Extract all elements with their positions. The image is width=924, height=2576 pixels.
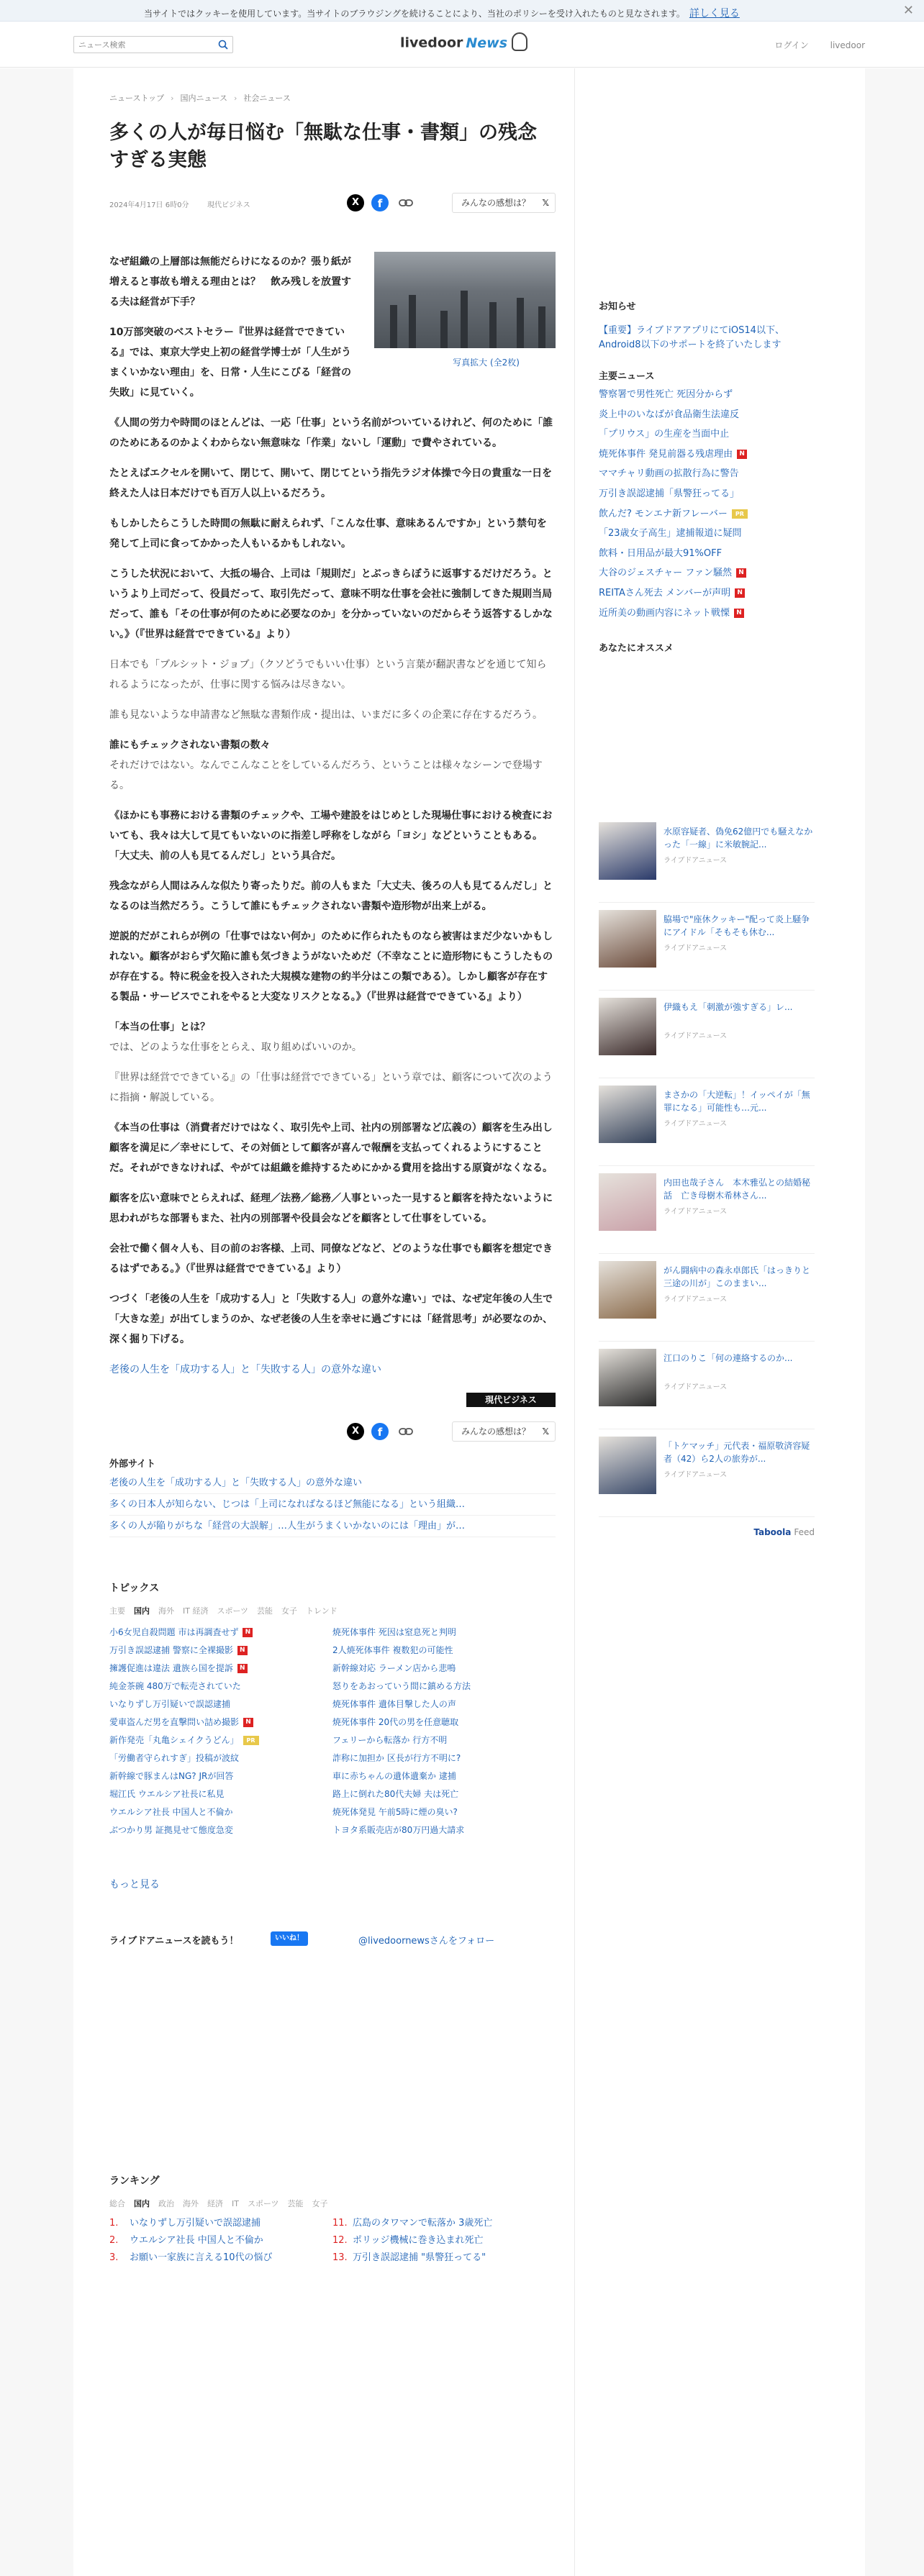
photo-figure — [517, 298, 524, 348]
main-news-label: 万引き誤認逮捕「県警狂ってる」 — [599, 488, 740, 499]
topic-item-label: 万引き誤認逮捕 警察に全裸撮影 — [109, 1645, 233, 1655]
new-badge: N — [735, 588, 745, 598]
external-sites — [109, 1456, 556, 1537]
topic-item[interactable]: 怒りをあおっていう間に鎮める方法 — [332, 1681, 471, 1691]
article-paragraph: もしかしたらこうした時間の無駄に耐えられず、「こんな仕事、意味あるんですか」という禁句を発して上司に食ってかかった人もいるかもしれない。 — [109, 518, 547, 550]
ranking-item[interactable] — [109, 2249, 318, 2267]
ranking-item[interactable] — [109, 2215, 318, 2232]
ranking-item-label: お願い一家族に言える10代の悩び — [130, 2252, 273, 2263]
topics-tab[interactable]: IT 経済 — [183, 1606, 209, 1616]
ranking-item[interactable] — [109, 2232, 318, 2249]
link-copy-icon[interactable] — [397, 194, 415, 211]
pr-badge: PR — [732, 509, 748, 519]
article-paragraph: 日本でも「ブルシット・ジョブ」（クソどうでもいい仕事）という言葉が翻訳書などを通じて知られるようになったが、仕事に関する悩みは尽きない。 — [109, 659, 547, 691]
x-share-icon[interactable]: X — [347, 1423, 364, 1440]
topic-item[interactable] — [109, 1749, 325, 1767]
article-title: 多くの人が毎日悩む「無駄な仕事・書類」の残念すぎる実態 — [109, 122, 537, 171]
main-news-item[interactable] — [599, 445, 815, 465]
main-news-label: ママチャリ動画の拡散行為に警告 — [599, 468, 739, 480]
topics-tab[interactable]: スポーツ — [217, 1606, 249, 1616]
topics-tab[interactable]: トレンド — [306, 1606, 338, 1616]
article-body — [109, 252, 556, 1443]
chevron-right-icon: › — [171, 94, 174, 103]
topic-item[interactable]: 焼死体事件 遺体目撃した人の声 — [332, 1699, 456, 1709]
article-paragraph: 会社で働く個々人も、目の前のお客様、上司、同僚などなど、どのような仕事でも顧客を想定できるはずである。》（『世界は経営でできている』より） — [109, 1243, 553, 1275]
topic-item[interactable] — [109, 1660, 325, 1678]
article-source[interactable]: 現代ビジネス — [207, 201, 250, 209]
sidebar — [599, 299, 815, 1537]
x-share-icon[interactable]: X — [347, 194, 364, 211]
ranking-item[interactable] — [332, 2215, 541, 2232]
site-logo[interactable] — [400, 34, 527, 53]
topic-item[interactable] — [109, 1821, 325, 1839]
share-bar — [347, 191, 556, 214]
recommend-source: ライブドアニュース — [663, 1471, 728, 1480]
topic-item[interactable]: 路上に倒れた80代夫婦 夫は死亡 — [332, 1789, 459, 1799]
photo-figure — [489, 302, 497, 348]
topic-item[interactable] — [109, 1696, 325, 1713]
main-news-item[interactable] — [599, 424, 815, 445]
topic-item[interactable]: 焼死体事件 死因は窒息死と判明 — [332, 1627, 456, 1637]
photo-caption-link[interactable]: 写真拡大 (全2枚) — [453, 358, 520, 368]
ranking-tab[interactable]: 芸能 — [287, 2199, 304, 2208]
cookie-banner — [0, 0, 924, 22]
topic-item-label: 「労働者守られすぎ」投稿が波紋 — [109, 1753, 240, 1763]
recommend-thumbnail — [599, 910, 656, 968]
topics-tab[interactable]: 女子 — [281, 1606, 298, 1616]
logo-main: livedoor — [400, 35, 463, 51]
breadcrumb-item-society[interactable]: 社会ニュース — [243, 94, 291, 103]
new-badge: N — [237, 1646, 248, 1655]
source-brand-logo[interactable]: 現代ビジネス — [466, 1393, 556, 1407]
topics-tabs — [109, 1605, 556, 1616]
topic-item-label: 新幹線で豚まんはNG? JRが回答 — [109, 1771, 234, 1781]
article-paragraph: それだけではない。なんでこんなことをしているんだろう、ということは様々なシーンで登場する。 — [109, 760, 543, 791]
twitter-follow-link[interactable]: @livedoornewsさんをフォロー — [358, 1936, 495, 1947]
ranking-item[interactable] — [332, 2232, 541, 2249]
topic-item[interactable] — [109, 1642, 325, 1660]
x-icon: 𝕏 — [542, 1426, 549, 1437]
reactions-label: みんなの感想は？ — [461, 1426, 531, 1437]
left-gutter — [0, 68, 73, 2576]
new-badge: N — [737, 450, 747, 459]
main-news-label: 「23歳女子高生」逮捕報道に疑問 — [599, 528, 742, 540]
main-news-label: REITAさん死去 メンバーが声明 — [599, 587, 731, 599]
article-paragraph: たとえばエクセルを開いて、閉じて、開いて、閉じてという指先ラジオ体操で今日の貴重な一日を終えた人は日本だけでも百万人以上いるだろう。 — [109, 468, 553, 499]
photo-figure — [538, 306, 545, 348]
recommend-item[interactable] — [599, 822, 815, 903]
chevron-right-icon: › — [233, 94, 237, 103]
taboola-feed-label[interactable] — [599, 1527, 815, 1537]
ranking-tab[interactable]: 総合 — [109, 2199, 125, 2208]
follow-section — [109, 1929, 556, 1950]
recommend-title: 伊織もえ「刺激が強すぎる」レ... — [663, 1002, 793, 1013]
cookie-text-wrap — [144, 6, 740, 20]
new-badge: N — [237, 1664, 248, 1673]
article-subheading: 誰にもチェックされない書類の数々 — [109, 739, 271, 751]
article-paragraph: 顧客を広い意味でとらえれば、経理／法務／総務／人事といった一見すると顧客を持たないように思われがちな部署もまた、社内の別部署や役員会などを顧客として仕事をしている。 — [109, 1193, 553, 1224]
topic-item[interactable]: 焼死体発見 午前5時に煙の臭い? — [332, 1807, 458, 1817]
recommend-source: ライブドアニュース — [663, 1120, 728, 1129]
photo-figure — [409, 295, 416, 348]
external-link[interactable]: 多くの日本人が知らない、じつは「上司になればなるほど無能になる」という組織… — [109, 1494, 556, 1516]
ranking-number: 12. — [332, 2235, 348, 2246]
brand-wrap — [109, 1393, 556, 1407]
site-header — [0, 22, 924, 68]
recommend-source: ライブドアニュース — [663, 1208, 728, 1216]
ranking-tab[interactable]: IT — [232, 2199, 239, 2208]
recommend-source: ライブドアニュース — [663, 1296, 728, 1304]
photo-figure — [461, 291, 468, 348]
external-sites-title: 外部サイト — [109, 1459, 156, 1470]
reactions-button[interactable] — [452, 1421, 556, 1442]
main-news-title: 主要ニュース — [599, 371, 655, 382]
topic-item-label: 新作発売「丸亀シェイクうどん」 — [109, 1735, 239, 1745]
ranking-item[interactable] — [332, 2249, 541, 2267]
cookie-text: 当サイトではクッキーを使用しています。当サイトのブラウジングを続けることにより、当社のポリシーを受け入れたものと見なされます。 — [144, 9, 685, 19]
recommend-title: 脇場で"座休クッキー"配って炎上騒争にアイドル「そもそも休む... — [663, 914, 810, 938]
topics-list — [109, 1624, 556, 1877]
topic-item[interactable]: 新幹線対応 ラーメン店から悲鳴 — [332, 1663, 456, 1673]
topic-item[interactable]: 焼死体事件 20代の男を任意聴取 — [332, 1717, 459, 1727]
ranking-tab[interactable]: スポーツ — [247, 2199, 279, 2208]
ranking-item-label: 万引き誤認逮捕 "県警狂ってる" — [353, 2252, 486, 2263]
recommend-source: ライブドアニュース — [663, 1383, 728, 1392]
facebook-like-button[interactable]: いいね！ — [271, 1931, 308, 1946]
main-news-item[interactable] — [599, 524, 815, 544]
new-badge: N — [736, 568, 746, 578]
topic-item-label: 小6女児自殺問題 市は再調査せず — [109, 1627, 239, 1637]
article-paragraph: 《人間の労力や時間のほとんどは、一応「仕事」という名前がついているけれど、何のために「誰のためにあるのかよくわからない無意味な「作業」ないし「運動」で費やされている。 — [109, 417, 553, 449]
topic-item-label: 擁護促進は違法 遺族ら国を提訴 — [109, 1663, 233, 1673]
topics-tab[interactable]: 国内 — [134, 1606, 150, 1616]
article-paragraph: つづく「老後の人生を「成功する人」と「失敗する人」の意外な違い」では、なぜ定年後の人生で「大きな差」が出てしまうのか、なぜ老後の人生を幸せに過ごすには「経営思考」が必要なのか、深く掘り下げる。 — [109, 1293, 553, 1345]
main-news-label: 近所美の動画内容にネット戦慄 — [599, 607, 730, 619]
ranking-section — [109, 2173, 556, 2272]
ranking-item-label: いなりずし万引疑いで誤認逮捕 — [130, 2218, 261, 2229]
recommend-item[interactable] — [599, 1261, 815, 1342]
main-news-item[interactable] — [599, 405, 815, 425]
article-paragraph: では、どのような仕事をとらえ、取り組めばいいのか。 — [109, 1042, 362, 1053]
ranking-number: 3. — [109, 2252, 119, 2263]
topic-item[interactable]: トヨタ系販売店が80万円過大請求 — [332, 1825, 465, 1835]
topic-item[interactable] — [109, 1713, 325, 1731]
recommend-title: 江口のりこ「何の連絡するのか... — [663, 1353, 793, 1364]
recommend-item[interactable] — [599, 1086, 815, 1166]
related-link-wrap — [109, 1360, 556, 1380]
recommend-source: ライブドアニュース — [663, 945, 728, 953]
pr-badge: PR — [243, 1736, 259, 1745]
main-news-item[interactable] — [599, 464, 815, 484]
article-paragraph: 『世界は経営でできている』の「仕事は経営でできている」という章では、顧客について次のように指摘・解説している。 — [109, 1072, 553, 1103]
ranking-tabs — [109, 2198, 556, 2209]
topic-item[interactable] — [109, 1624, 325, 1642]
topic-item[interactable] — [109, 1731, 325, 1749]
main-news-label: 飲んだ? モンエナ新フレーバー — [599, 508, 728, 519]
search-box — [73, 36, 233, 53]
article-paragraphs — [109, 252, 556, 1350]
ranking-tab[interactable]: 海外 — [183, 2199, 199, 2208]
main-news-item[interactable] — [599, 583, 815, 604]
recommend-title: がん闘病中の森永卓郎氏「はっきりと三途の川が」このままい... — [663, 1265, 811, 1289]
recommend-item[interactable] — [599, 1349, 815, 1429]
recommend-source: ライブドアニュース — [663, 1032, 728, 1041]
article-paragraph: 《ほかにも事務における書類のチェックや、工場や建設をはじめとした現場仕事における検査においても、我々は大して見てもいないのに指差し呼称をしながら「ヨシ」などということもある。「大丈夫、前の人も見てるんだし」という具合だ。 — [109, 810, 553, 862]
topic-item-label: 愛車盗んだ男を直撃問い詰め撮影 — [109, 1717, 240, 1727]
photo-figure — [390, 305, 397, 348]
right-gutter — [865, 68, 924, 2576]
header-links — [756, 39, 865, 51]
article-paragraph: 誰も見ないような申請書など無駄な書類作成・提出は、いまだに多くの企業に存在するだろう。 — [109, 709, 543, 721]
topic-item-label: 堀江氏 ウエルシア社長に私見 — [109, 1789, 225, 1799]
article-paragraph: 残念ながら人間はみんな似たり寄ったりだ。前の人もまた「大丈夫、後ろの人も見てるんだし」となるのは当然だろう。こうして誰にもチェックされない書類や造形物が出来上がる。 — [109, 880, 553, 912]
recommend-item[interactable] — [599, 998, 815, 1078]
breadcrumb-item-top[interactable]: ニューストップ — [109, 94, 165, 103]
main-news-item[interactable] — [599, 504, 815, 524]
article-paragraph: 逆説的だがこれらが例の「仕事ではない何か」のために作られたものなら被害はまだ少ないかもしれない。顧客がおらず欠陥に誰も気づきようがないためだ（不幸なことに造形物にもこうしたものが存在する。特に税金を投入された大規模な建物の約半分はこの類である）。しかし顧客が存在する製品・サービスでこれをやると大変なリスクとなる。》（『世界は経営でできている』より） — [109, 931, 553, 1003]
ranking-number: 1. — [109, 2218, 119, 2229]
recommend-title: あなたにオススメ — [599, 643, 674, 655]
ranking-item-label: ポリッジ機械に巻き込まれ死亡 — [353, 2235, 484, 2246]
external-link[interactable]: 老後の人生を「成功する人」と「失敗する人」の意外な違い — [109, 1473, 556, 1494]
reactions-button[interactable] — [452, 193, 556, 213]
main-news-label: 炎上中のいなばが食品衛生法違反 — [599, 409, 740, 420]
search-input[interactable] — [74, 37, 211, 53]
ranking-left-column — [109, 2215, 318, 2267]
breadcrumb — [109, 92, 556, 104]
related-article-link[interactable]: 老後の人生を「成功する人」と「失敗する人」の意外な違い — [109, 1364, 381, 1375]
recommend-thumbnail — [599, 1261, 656, 1319]
reactions-label: みんなの感想は？ — [461, 198, 531, 208]
topic-item-label: 純金茶碗 480万で転売されていた — [109, 1681, 241, 1691]
ranking-tab[interactable]: 政治 — [158, 2199, 174, 2208]
article-paragraph: こうした状況において、大抵の場合、上司は「規則だ」とぶっきらぼうに返事するだけだろう。というより上司だって、役員だって、取引先だって、意味不明な仕事を会社に強制してきた規則当局だって、誰も「その仕事が何のために必要なのか」を分かっていないのだからそう返答するしかない。》（『世界は経営でできている』より） — [109, 568, 553, 640]
new-badge: N — [243, 1628, 253, 1637]
main-news-item[interactable] — [599, 544, 815, 564]
main-news-item[interactable] — [599, 604, 815, 624]
topics-tab[interactable]: 主要 — [109, 1606, 125, 1616]
main-column — [109, 92, 556, 2272]
topic-item[interactable] — [109, 1678, 325, 1696]
main-news-item[interactable] — [599, 385, 815, 405]
facebook-share-icon[interactable]: f — [371, 194, 389, 211]
recommend-item[interactable] — [599, 1437, 815, 1517]
recommend-thumbnail — [599, 1086, 656, 1143]
recommend-thumbnail — [599, 1173, 656, 1231]
article-date: 2024年4月17日 6時0分 — [109, 201, 189, 209]
main-news-label: 焼死体事件 発見前器る残虐理由 — [599, 448, 733, 460]
recommend-thumbnail — [599, 822, 656, 880]
recommend-thumbnail — [599, 1437, 656, 1494]
external-links — [109, 1473, 556, 1537]
share-bar — [347, 1420, 556, 1443]
breadcrumb-item-domestic[interactable]: 国内ニュース — [180, 94, 227, 103]
taboola-feed: Feed — [794, 1527, 815, 1538]
topic-item-label: ぶつかり男 証拠見せて態度急変 — [109, 1825, 233, 1835]
ranking-number: 11. — [332, 2218, 348, 2229]
new-badge: N — [243, 1718, 253, 1727]
recommend-title: 水原容疑者、偽免62億円でも騒えなかった「一線」に米敏腕記... — [663, 827, 813, 850]
article-paragraph: 《本当の仕事は（消費者だけではなく、取引先や上司、社内の別部署など広義の）顧客を生み出し顧客を満足に／幸せにして、その対価として顧客が喜んで報酬を支払ってくれるようにすることだ。それができなければ、やがては組織を維持するためにかかる費用を捻出する原資がなくなる。 — [109, 1122, 553, 1174]
recommend-thumbnail — [599, 998, 656, 1055]
notice-link[interactable]: 【重要】ライブドアアプリにてiOS14以下、Android8以下のサポートを終了いたします — [599, 325, 784, 350]
cookie-more-link[interactable]: 詳しく見る — [689, 8, 740, 19]
main-news-label: 警察署で男性死亡 死因分からず — [599, 389, 733, 400]
recommend-title: 内田也哉子さん 本木雅弘との結婚秘話 亡き母樹木希林さん... — [663, 1178, 811, 1201]
topic-item[interactable]: フェリーから転落か 行方不明 — [332, 1735, 448, 1745]
topic-item[interactable]: 詐称に加担か 区長が行方不明に? — [332, 1753, 461, 1763]
external-link[interactable]: 多くの人が陥りがちな「経営の大誤解」…人生がうまくいかないのには「理由」が… — [109, 1516, 556, 1537]
ranking-tab[interactable]: 女子 — [312, 2199, 328, 2208]
ranking-right-column — [332, 2215, 541, 2267]
article-paragraph: なぜ組織の上層部は無能だらけになるのか？張り紙が増えると事故も増える理由とは？ 飲み残しを放置する夫は経営が下手？ — [109, 256, 351, 308]
recommend-title: 「トケマッチ」元代表・福原敬済容疑者（42）ら2人の旅券が... — [663, 1441, 810, 1465]
topic-item[interactable]: 2人焼死体事件 複数犯の可能性 — [332, 1645, 453, 1655]
main-news-label: 飲料・日用品が最大91%OFF — [599, 547, 723, 559]
facebook-share-icon[interactable]: f — [371, 1423, 389, 1440]
share-bar-bottom — [109, 1420, 556, 1443]
ranking-item-label: ウエルシア社長 中国人と不倫か — [130, 2235, 263, 2246]
logo-news: News — [466, 35, 508, 51]
topics-section — [109, 1580, 556, 1891]
follow-prompt: ライブドアニュースを読もう！ — [109, 1936, 239, 1947]
recommend-source: ライブドアニュース — [663, 857, 728, 865]
search-icon[interactable] — [217, 39, 229, 50]
column-divider — [574, 68, 575, 2576]
topic-item[interactable]: 車に赤ちゃんの遺体遺棄か 逮捕 — [332, 1771, 456, 1781]
recommend-title: まさかの「大逆転」！イッペイが「無罪になる」可能性も…元... — [663, 1090, 810, 1114]
livedoor-link[interactable]: livedoor — [830, 40, 865, 50]
recommend-item[interactable] — [599, 910, 815, 991]
link-copy-icon[interactable] — [397, 1423, 415, 1440]
main-news-item[interactable] — [599, 563, 815, 583]
close-icon[interactable]: ✕ — [902, 3, 914, 18]
ranking-number: 2. — [109, 2235, 119, 2246]
dog-mascot-icon — [512, 32, 527, 51]
main-news-item[interactable] — [599, 484, 815, 504]
topic-item[interactable] — [109, 1803, 325, 1821]
article-subheading: 「本当の仕事」とは？ — [109, 1021, 210, 1033]
main-news-label: 「プリウス」の生産を当面中止 — [599, 429, 730, 440]
ranking-list — [109, 2215, 556, 2272]
ranking-tab[interactable]: 国内 — [134, 2199, 150, 2208]
photo-figure — [440, 311, 448, 348]
x-icon: 𝕏 — [542, 198, 549, 208]
topics-tab[interactable]: 芸能 — [257, 1606, 273, 1616]
taboola-logo: Taboola — [753, 1527, 792, 1538]
topics-tab[interactable]: 海外 — [158, 1606, 174, 1616]
article-meta — [109, 191, 556, 214]
topic-item[interactable] — [109, 1785, 325, 1803]
topics-left-column — [109, 1624, 325, 1839]
topic-item[interactable] — [109, 1767, 325, 1785]
ranking-tab[interactable]: 経済 — [207, 2199, 223, 2208]
main-news-list — [599, 385, 815, 623]
notice-title: お知らせ — [599, 301, 636, 312]
topics-right-column — [332, 1624, 548, 1839]
topics-title: トピックス — [109, 1583, 160, 1594]
article-photo[interactable] — [374, 252, 556, 348]
recommend-thumbnail — [599, 1349, 656, 1406]
main-news-label: 大谷のジェスチャー ファン騒然 — [599, 568, 732, 579]
new-badge: N — [734, 609, 744, 618]
recommend-list — [599, 822, 815, 1517]
recommend-item[interactable] — [599, 1173, 815, 1254]
login-link[interactable]: ログイン — [774, 40, 809, 50]
ranking-title: ランキング — [109, 2175, 160, 2187]
more-topics-link[interactable]: もっと見る — [109, 1879, 160, 1890]
topic-item-label: ウエルシア社長 中国人と不倫か — [109, 1807, 233, 1817]
article-paragraph: 10万部突破のベストセラー『世界は経営でできている』では、東京大学史上初の経営学博士が「人生がうまくいかない理由」を、日常・人生にこびる「経営の失敗」に見ていく。 — [109, 327, 351, 399]
ranking-number: 13. — [332, 2252, 348, 2263]
ranking-item-label: 広島のタワマンで転落か 3歳死亡 — [353, 2218, 493, 2229]
topic-item-label: いなりずし万引疑いで誤認逮捕 — [109, 1699, 231, 1709]
